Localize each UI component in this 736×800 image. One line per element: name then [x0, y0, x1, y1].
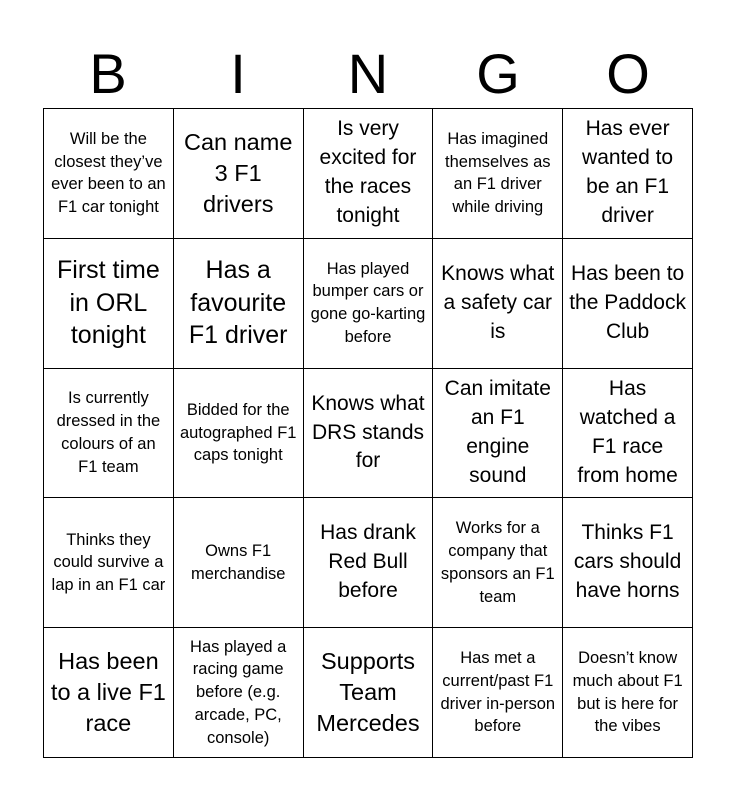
bingo-cell[interactable]: Supports Team Mercedes — [304, 628, 434, 758]
bingo-cell[interactable]: Bidded for the autographed F1 caps tonight — [174, 369, 304, 499]
header-letter-i: I — [230, 42, 246, 105]
bingo-cell[interactable]: Has met a current/past F1 driver in-person before — [433, 628, 563, 758]
bingo-cell[interactable]: Can name 3 F1 drivers — [174, 109, 304, 239]
bingo-cell[interactable]: Has a favourite F1 driver — [174, 239, 304, 369]
bingo-cell[interactable]: Has played bumper cars or gone go-karting before — [304, 239, 434, 369]
bingo-cell[interactable]: Thinks F1 cars should have horns — [563, 498, 693, 628]
bingo-cell[interactable]: Has ever wanted to be an F1 driver — [563, 109, 693, 239]
bingo-cell[interactable]: Doesn’t know much about F1 but is here for the vibes — [563, 628, 693, 758]
bingo-cell[interactable]: Owns F1 merchandise — [174, 498, 304, 628]
bingo-cell[interactable]: Is currently dressed in the colours of an F1 team — [44, 369, 174, 499]
bingo-cell[interactable]: Has been to the Paddock Club — [563, 239, 693, 369]
bingo-grid — [43, 108, 693, 758]
bingo-cell[interactable]: Has been to a live F1 race — [44, 628, 174, 758]
bingo-header — [43, 40, 693, 108]
header-letter-n: N — [347, 42, 389, 105]
bingo-cell[interactable]: First time in ORL tonight — [44, 239, 174, 369]
bingo-cell[interactable]: Can imitate an F1 engine sound — [433, 369, 563, 499]
bingo-cell[interactable]: Has watched a F1 race from home — [563, 369, 693, 499]
bingo-cell[interactable]: Thinks they could survive a lap in an F1 car — [44, 498, 174, 628]
header-letter-b: B — [89, 42, 127, 105]
bingo-cell[interactable]: Knows what a safety car is — [433, 239, 563, 369]
bingo-cell[interactable]: Has imagined themselves as an F1 driver while driving — [433, 109, 563, 239]
bingo-cell[interactable]: Knows what DRS stands for — [304, 369, 434, 499]
header-letter-g: G — [476, 42, 520, 105]
header-letter-o: O — [606, 42, 650, 105]
bingo-cell[interactable]: Has drank Red Bull before — [304, 498, 434, 628]
bingo-cell[interactable]: Works for a company that sponsors an F1 team — [433, 498, 563, 628]
bingo-cell[interactable]: Has played a racing game before (e.g. arcade, PC, console) — [174, 628, 304, 758]
bingo-cell[interactable]: Is very excited for the races tonight — [304, 109, 434, 239]
bingo-cell[interactable]: Will be the closest they’ve ever been to an F1 car tonight — [44, 109, 174, 239]
